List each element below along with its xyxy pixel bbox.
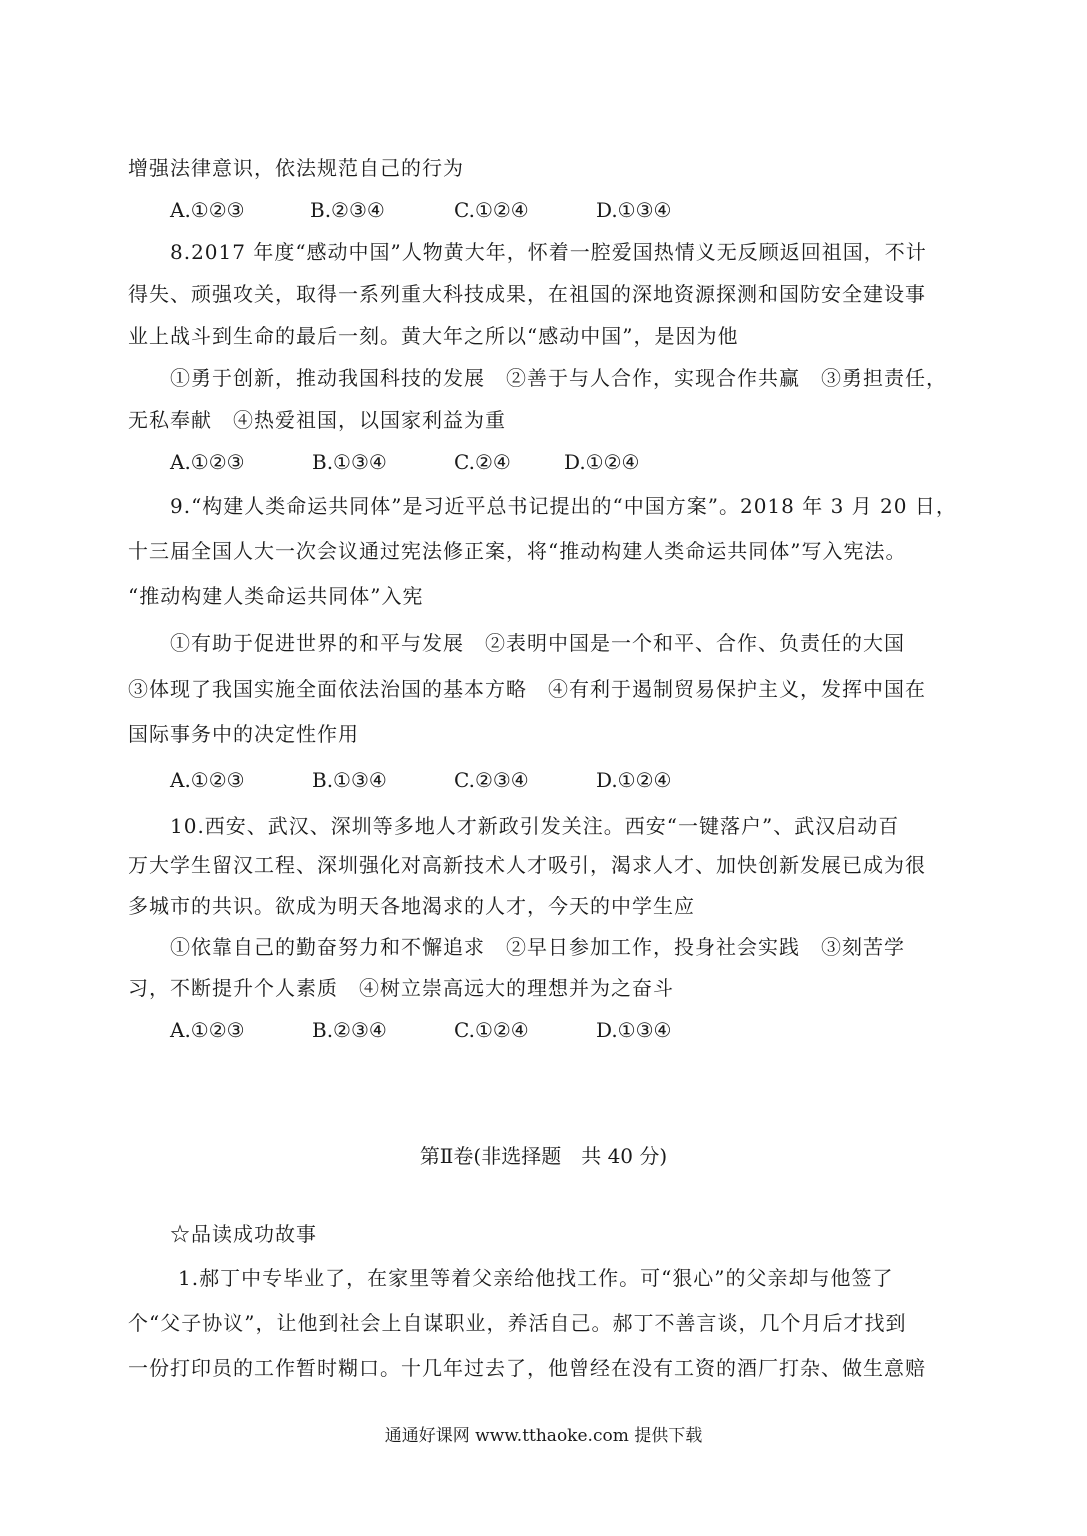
q10-stem-line: 万大学生留汉工程、深圳强化对高新技术人才吸引，渴求人才、加快创新发展已成为很 xyxy=(128,853,926,877)
q9-statement-line: 国际事务中的决定性作用 xyxy=(128,722,359,746)
q9-stem-line: “推动构建人类命运共同体”入宪 xyxy=(128,584,424,608)
q7-option-c: C.①②④ xyxy=(454,198,529,222)
q8-option-a: A.①②③ xyxy=(170,450,245,474)
q10-statement-line: 习，不断提升个人素质 ④树立崇高远大的理想并为之奋斗 xyxy=(128,976,674,1000)
q10-stem-line: 10.西安、武汉、深圳等多地人才新政引发关注。西安“一键落户”、武汉启动百 xyxy=(170,814,900,838)
part2-q1-line: 1.郝丁中专毕业了，在家里等着父亲给他找工作。可“狠心”的父亲却与他签了 xyxy=(178,1266,894,1290)
page-footer: 通通好课网 www.tthaoke.com 提供下载 xyxy=(384,1426,703,1446)
q10-option-c: C.①②④ xyxy=(454,1018,529,1042)
q9-option-c: C.②③④ xyxy=(454,768,529,792)
q8-stem-line: 业上战斗到生命的最后一刻。黄大年之所以“感动中国”，是因为他 xyxy=(128,324,739,348)
q8-option-b: B.①③④ xyxy=(312,450,387,474)
q9-stem-line: 9.“构建人类命运共同体”是习近平总书记提出的“中国方案”。2018 年 3 月 20 日， xyxy=(170,494,957,518)
q7-option-a: A.①②③ xyxy=(170,198,245,222)
q8-stem-line: 8.2017 年度“感动中国”人物黄大年，怀着一腔爱国热情义无反顾返回祖国，不计 xyxy=(170,240,927,264)
q9-option-d: D.①②④ xyxy=(596,768,672,792)
q8-stem-line: 得失、顽强攻关，取得一系列重大科技成果，在祖国的深地资源探测和国防安全建设事 xyxy=(128,282,926,306)
q8-option-d: D.①②④ xyxy=(564,450,640,474)
q10-statement-line: ①依靠自己的勤奋努力和不懈追求 ②早日参加工作，投身社会实践 ③刻苦学 xyxy=(170,935,905,959)
section-title: 第Ⅱ卷(非选择题 共 40 分) xyxy=(419,1144,668,1168)
q8-statement-line: 无私奉献 ④热爱祖国，以国家利益为重 xyxy=(128,408,506,432)
q8-option-c: C.②④ xyxy=(454,450,511,474)
q10-option-a: A.①②③ xyxy=(170,1018,245,1042)
q10-option-b: B.②③④ xyxy=(312,1018,387,1042)
q7-option-b: B.②③④ xyxy=(310,198,385,222)
q7-text-tail: 增强法律意识，依法规范自己的行为 xyxy=(128,156,464,180)
q9-option-a: A.①②③ xyxy=(170,768,245,792)
q7-option-d: D.①③④ xyxy=(596,198,672,222)
part2-q1-line: 一份打印员的工作暂时糊口。十几年过去了，他曾经在没有工资的酒厂打杂、做生意赔 xyxy=(128,1356,926,1380)
q10-option-d: D.①③④ xyxy=(596,1018,672,1042)
part2-q1-line: 个“父子协议”，让他到社会上自谋职业，养活自己。郝丁不善言谈，几个月后才找到 xyxy=(128,1311,907,1335)
subsection-heading: ☆品读成功故事 xyxy=(170,1222,317,1246)
q10-stem-line: 多城市的共识。欲成为明天各地渴求的人才，今天的中学生应 xyxy=(128,894,695,918)
q9-option-b: B.①③④ xyxy=(312,768,387,792)
q9-statement-line: ③体现了我国实施全面依法治国的基本方略 ④有利于遏制贸易保护主义，发挥中国在 xyxy=(128,677,926,701)
q8-statement-line: ①勇于创新，推动我国科技的发展 ②善于与人合作，实现合作共赢 ③勇担责任， xyxy=(170,366,947,390)
q9-statement-line: ①有助于促进世界的和平与发展 ②表明中国是一个和平、合作、负责任的大国 xyxy=(170,631,905,655)
q9-stem-line: 十三届全国人大一次会议通过宪法修正案，将“推动构建人类命运共同体”写入宪法。 xyxy=(128,539,907,563)
